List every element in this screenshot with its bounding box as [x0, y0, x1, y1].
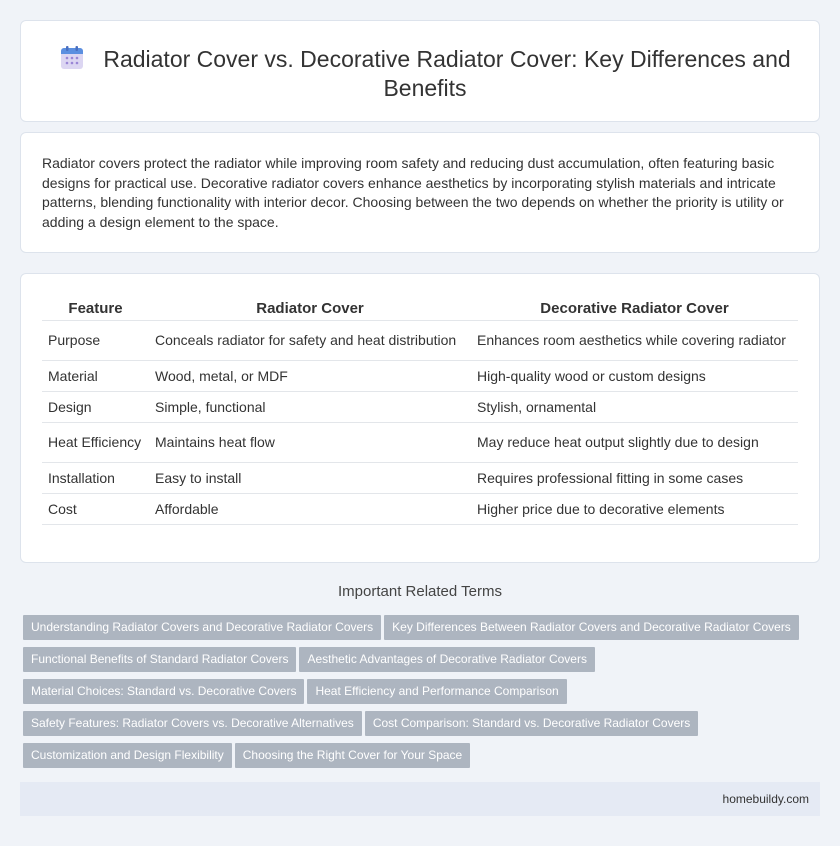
header-radiator-cover: Radiator Cover [149, 294, 471, 320]
decorative-cover-cell: May reduce heat output slightly due to design [471, 422, 798, 462]
related-terms-list [23, 615, 803, 775]
radiator-cover-cell: Simple, functional [149, 391, 471, 422]
tag-row [23, 711, 803, 743]
intro-paragraph: Radiator covers protect the radiator while improving room safety and reducing dust accumulation, often featuring basic designs for practical use. Decorative radiator covers enhance aesthetics by incorporating stylish materials and intricate patterns, blending functionality with interior decor. Choosing between the two depends on whether the priority is utility or adding a design element to the space. [42, 155, 784, 230]
related-term-tag[interactable]: Understanding Radiator Covers and Decorative Radiator Covers [23, 615, 381, 640]
comparison-table [42, 294, 798, 525]
feature-cell: Purpose [42, 320, 149, 360]
tag-row [23, 679, 803, 711]
tag-row [23, 743, 803, 775]
table-row [42, 360, 798, 391]
feature-cell: Heat Efficiency [42, 422, 149, 462]
table-row [42, 493, 798, 524]
radiator-cover-cell: Conceals radiator for safety and heat distribution [149, 320, 471, 360]
table-row [42, 391, 798, 422]
related-term-tag[interactable]: Choosing the Right Cover for Your Space [235, 743, 470, 768]
header-decorative-radiator-cover: Decorative Radiator Cover [471, 294, 798, 320]
radiator-cover-cell: Wood, metal, or MDF [149, 360, 471, 391]
related-term-tag[interactable]: Customization and Design Flexibility [23, 743, 232, 768]
decorative-cover-cell: High-quality wood or custom designs [471, 360, 798, 391]
radiator-cover-cell: Easy to install [149, 462, 471, 493]
related-term-tag[interactable]: Aesthetic Advantages of Decorative Radiator Covers [299, 647, 594, 672]
decorative-cover-cell: Higher price due to decorative elements [471, 493, 798, 524]
calendar-icon [59, 45, 85, 71]
table-row [42, 462, 798, 493]
page-title [51, 45, 799, 103]
tag-row [23, 647, 803, 679]
intro-card [20, 132, 820, 253]
table-row [42, 320, 798, 360]
related-term-tag[interactable]: Cost Comparison: Standard vs. Decorative Radiator Covers [365, 711, 698, 736]
feature-cell: Installation [42, 462, 149, 493]
feature-cell: Material [42, 360, 149, 391]
decorative-cover-cell: Requires professional fitting in some cases [471, 462, 798, 493]
related-terms-heading: Important Related Terms [338, 583, 502, 600]
page-title-text: Radiator Cover vs. Decorative Radiator Cover: Key Differences and Benefits [103, 46, 791, 101]
tag-row [23, 615, 803, 647]
related-term-tag[interactable]: Functional Benefits of Standard Radiator Covers [23, 647, 296, 672]
related-term-tag[interactable]: Key Differences Between Radiator Covers and Decorative Radiator Covers [384, 615, 799, 640]
comparison-table-card [20, 273, 820, 563]
feature-cell: Cost [42, 493, 149, 524]
footer-site-link[interactable]: homebuildy.com [722, 792, 809, 806]
related-term-tag[interactable]: Heat Efficiency and Performance Comparison [307, 679, 566, 704]
header-feature: Feature [42, 294, 149, 320]
related-term-tag[interactable]: Material Choices: Standard vs. Decorative Covers [23, 679, 304, 704]
footer [20, 782, 820, 816]
related-term-tag[interactable]: Safety Features: Radiator Covers vs. Decorative Alternatives [23, 711, 362, 736]
feature-cell: Design [42, 391, 149, 422]
table-header-row [42, 294, 798, 320]
decorative-cover-cell: Stylish, ornamental [471, 391, 798, 422]
title-card [20, 20, 820, 122]
radiator-cover-cell: Affordable [149, 493, 471, 524]
decorative-cover-cell: Enhances room aesthetics while covering radiator [471, 320, 798, 360]
radiator-cover-cell: Maintains heat flow [149, 422, 471, 462]
table-row [42, 422, 798, 462]
